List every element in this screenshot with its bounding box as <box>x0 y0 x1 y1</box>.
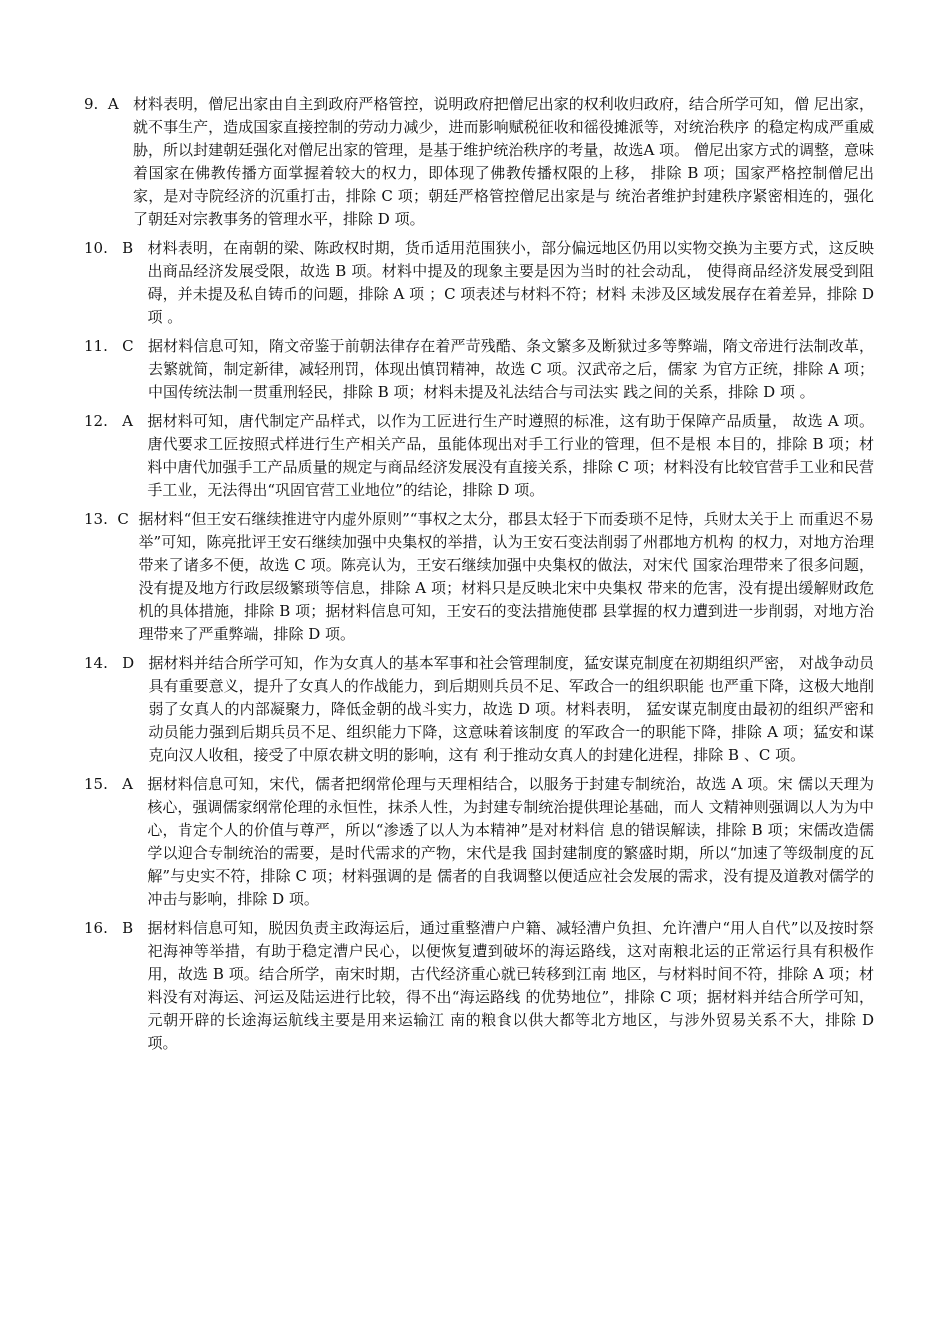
answer-explanation: 据材料并结合所学可知，作为女真人的基本军事和社会管理制度，猛安谋克制度在初期组织严密， 对战争动员具有重要意义，提升了女真人的作战能力，到后期则兵员不足、军政合一的组织职能 也严重下降，这极大地削弱了女真人的内部凝聚力，降低金朝的战斗实力，故选 D 项。材料表明， 猛安谋克制度由最初的组织严密和动员能力强到后期兵员不足、组织能力下降，这意味着该制度 的军政合一的职能下降，排除 A 项；猛安和谋克向汉人收租，接受了中原农耕文明的影响，这有 利于推动女真人的封建化进程，排除 B 、C 项。 <box>148 654 874 764</box>
answer-number: 9. A <box>84 95 119 113</box>
answer-choice: A <box>107 95 119 113</box>
answer-choice: D <box>122 654 135 672</box>
answer-choice: C <box>117 510 129 528</box>
answer-item-15 <box>84 773 874 911</box>
answer-explanation: 据材料信息可知，宋代，儒者把纲常伦理与天理相结合，以服务于封建专制统治，故选 A 项。宋 儒以天理为核心，强调儒家纲常伦理的永恒性，抹杀人性，为封建专制统治提供理论基础，而人 文精神则强调以人为为中心，肯定个人的价值与尊严，所以“渗透了以人为本精神”是对材料信 息的错误解读，排除 B 项；宋儒改造儒学以迎合专制统治的需要，是时代需求的产物，宋代是我 国封建制度的繁盛时期，所以“加速了等级制度的瓦解”与史实不符，排除 C 项；材料强调的是 儒者的自我调整以便适应社会发展的需求，没有提及道教对儒学的冲击与影响，排除 D 项。 <box>147 775 874 908</box>
answer-explanation: 材料表明，在南朝的梁、陈政权时期，货币适用范围狭小，部分偏远地区仍用以实物交换为主要方式，这反映出商品经济发展受限，故选 B 项。材料中提及的现象主要是因为当时的社会动乱， 使得商品经济发展受到阻碍，并未提及私自铸币的问题，排除 A 项 ；C 项表述与材料不符；材料 未涉及区域发展存在着差异，排除 D 项 。 <box>147 239 874 326</box>
answer-item-16 <box>84 917 874 1055</box>
answer-choice: B <box>122 919 134 937</box>
answer-item-9 <box>84 93 874 231</box>
answer-list <box>84 93 874 1061</box>
answer-choice: A <box>122 412 134 430</box>
answer-number: 16. B <box>84 919 134 937</box>
answer-number: 15. A <box>84 775 134 793</box>
answer-explanation: 据材料可知，唐代制定产品样式，以作为工匠进行生产时遵照的标准，这有助于保障产品质量， 故选 A 项。唐代要求工匠按照式样进行生产相关产品，虽能体现出对手工行业的管理，但不是根 本目的，排除 B 项；材料中唐代加强手工产品质量的规定与商品经济发展没有直接关系，排除 C 项；材料没有比较官营手工业和民营手工业，无法得出“巩固官营工业地位”的结论，排除 D 项。 <box>147 412 874 499</box>
answer-item-10 <box>84 237 874 329</box>
answer-item-14 <box>84 652 874 767</box>
answer-item-12 <box>84 410 874 502</box>
answer-explanation: 据材料信息可知，脱因负责主政海运后，通过重整漕户户籍、减轻漕户负担、允许漕户“用人自代”以及按时祭祀海神等举措，有助于稳定漕户民心，以便恢复遭到破坏的海运路线，这对南粮北运的正常运行具有积极作用，故选 B 项。结合所学，南宋时期，古代经济重心就已转移到江南 地区，与材料时间不符，排除 A 项；材料没有对海运、河运及陆运进行比较，得不出“海运路线 的优势地位”，排除 C 项；据材料并结合所学可知，元朝开辟的长途海运航线主要是用来运输江 南的粮食以供大都等北方地区，与涉外贸易关系不大，排除 D 项。 <box>147 919 874 1052</box>
answer-choice: B <box>122 239 134 257</box>
answer-explanation: 据材料信息可知，隋文帝鉴于前朝法律存在着严苛残酷、条文繁多及断狱过多等弊端，隋文帝进行法制改革，去繁就简，制定新律，减轻刑罚，体现出慎罚精神，故选 C 项。汉武帝之后，儒家 为官方正统，排除 A 项；中国传统法制一贯重刑轻民，排除 B 项；材料未提及礼法结合与司法实 践之间的关系，排除 D 项 。 <box>147 337 874 401</box>
answer-explanation: 材料表明，僧尼出家由自主到政府严格管控，说明政府把僧尼出家的权利收归政府，结合所学可知，僧 尼出家，就不事生产，造成国家直接控制的劳动力减少，进而影响赋税征收和徭役摊派等，对统治秩序 的稳定构成严重威胁，所以封建朝廷强化对僧尼出家的管理，是基于维护统治秩序的考量，故选A 项。 僧尼出家方式的调整，意味着国家在佛教传播方面掌握着较大的权力，即体现了佛教传播权限的上移， 排除 B 项；国家严格控制僧尼出家，是对寺院经济的沉重打击，排除 C 项；朝廷严格管控僧尼出家是与 统治者维护封建秩序紧密相连的，强化了朝廷对宗教事务的管理水平，排除 D 项。 <box>133 95 874 228</box>
answer-number: 10. B <box>84 239 134 257</box>
answer-item-13 <box>84 508 874 646</box>
answer-choice: C <box>122 337 134 355</box>
answer-item-11 <box>84 335 874 404</box>
answer-explanation: 据材料“但王安石继续推进守内虚外原则”“事权之太分，郡县太轻于下而委琐不足恃，兵财太关于上 而重迟不易举”可知，陈亮批评王安石继续加强中央集权的举措，认为王安石变法削弱了州郡地方机构 的权力，对地方治理带来了诸多不便，故选 C 项。陈亮认为，王安石继续加强中央集权的做法，对宋代 国家治理带来了很多问题，没有提及地方行政层级繁琐等信息，排除 A 项；材料只是反映北宋中央集权 带来的危害，没有提出缓解财政危机的具体措施，排除 B 项；据材料信息可知，王安石的变法措施使郡 县掌握的权力遭到进一步削弱，对地方治理带来了严重弊端，排除 D 项。 <box>138 510 874 643</box>
answer-number: 13. C <box>84 510 129 528</box>
answer-number: 14. D <box>84 654 135 672</box>
answer-number: 12. A <box>84 412 134 430</box>
answer-number: 11. C <box>84 337 134 355</box>
answer-choice: A <box>122 775 134 793</box>
